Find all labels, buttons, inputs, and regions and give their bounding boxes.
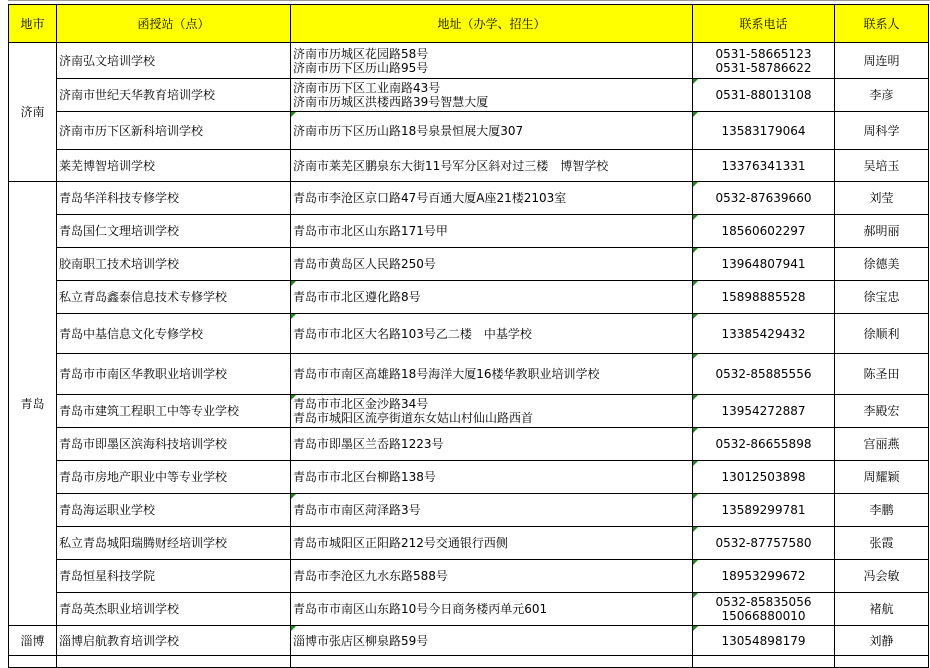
address-line: 青岛市城阳区流亭街道东女姑山村仙山路西首 <box>293 411 534 425</box>
phone-cell <box>693 182 835 215</box>
station-cell: 青岛恒星科技学院 <box>57 560 291 593</box>
phone-cell <box>693 593 835 626</box>
comment-marker <box>693 593 698 598</box>
comment-marker <box>291 314 296 319</box>
empty-cell <box>57 656 291 668</box>
table-row <box>9 314 929 354</box>
header-phone: 联系电话 <box>693 5 835 43</box>
address-cell <box>291 428 693 461</box>
city-cell: 青岛 <box>9 182 57 626</box>
phone-number: 0531-58786622 <box>715 60 812 75</box>
station-cell: 青岛市房地产职业中等专业学校 <box>57 461 291 494</box>
comment-marker <box>291 626 296 631</box>
phone-cell <box>693 215 835 248</box>
table-row <box>9 150 929 182</box>
table-row <box>9 248 929 281</box>
contact-cell: 李鹏 <box>835 494 929 527</box>
address-line: 济南市历下区工业南路43号 <box>293 81 441 95</box>
phone-cell <box>693 248 835 281</box>
header-row <box>9 5 929 43</box>
comment-marker <box>693 395 698 400</box>
table-row <box>9 215 929 248</box>
contact-cell: 徐德美 <box>835 248 929 281</box>
phone-cell <box>693 79 835 112</box>
address-cell <box>291 150 693 182</box>
table-row <box>9 354 929 395</box>
station-cell: 莱芜博智培训学校 <box>57 150 291 182</box>
station-cell: 私立青岛鑫泰信息技术专修学校 <box>57 281 291 314</box>
phone-cell <box>693 626 835 656</box>
address-cell <box>291 354 693 395</box>
phone-cell <box>693 395 835 428</box>
phone-cell <box>693 354 835 395</box>
table-row <box>9 527 929 560</box>
comment-marker <box>693 248 698 253</box>
table-row <box>9 79 929 112</box>
phone-number: 0532-86655898 <box>715 437 812 451</box>
phone-number: 13964807941 <box>721 257 806 271</box>
comment-marker <box>291 281 296 286</box>
phone-number: 13012503898 <box>721 470 806 484</box>
station-cell: 济南市世纪天华教育培训学校 <box>57 79 291 112</box>
phone-number: 13054898179 <box>721 633 806 648</box>
comment-marker <box>693 494 698 499</box>
address-cell <box>291 314 693 354</box>
table-body <box>9 43 929 668</box>
contact-cell: 徐宝忠 <box>835 281 929 314</box>
contact-table <box>8 4 929 668</box>
address-line: 济南市莱芜区鹏泉东大街11号军分区斜对过三楼 博智学校 <box>293 158 609 173</box>
comment-marker <box>693 461 698 466</box>
comment-marker <box>693 281 698 286</box>
table-row <box>9 461 929 494</box>
contact-cell: 宫丽燕 <box>835 428 929 461</box>
phone-cell <box>693 461 835 494</box>
station-cell: 胶南职工技术培训学校 <box>57 248 291 281</box>
phone-cell <box>693 150 835 182</box>
station-cell: 私立青岛城阳瑞腾财经培训学校 <box>57 527 291 560</box>
comment-marker <box>693 79 698 84</box>
station-cell: 青岛英杰职业培训学校 <box>57 593 291 626</box>
address-cell <box>291 43 693 79</box>
address-line: 青岛市市南区菏泽路3号 <box>293 503 421 517</box>
table-row <box>9 281 929 314</box>
comment-marker <box>693 626 698 631</box>
comment-marker <box>693 428 698 433</box>
contact-cell: 徐顺利 <box>835 314 929 354</box>
address-cell <box>291 494 693 527</box>
comment-marker <box>291 494 296 499</box>
table-row <box>9 593 929 626</box>
table-row <box>9 494 929 527</box>
phone-cell <box>693 560 835 593</box>
address-cell <box>291 626 693 656</box>
address-cell <box>291 527 693 560</box>
comment-marker <box>693 354 698 359</box>
contact-cell: 吴培玉 <box>835 150 929 182</box>
station-cell: 济南市历下区新科培训学校 <box>57 112 291 150</box>
address-cell <box>291 461 693 494</box>
address-line: 青岛市市北区大名路103号乙二楼 中基学校 <box>293 326 532 341</box>
contact-cell: 周耀颖 <box>835 461 929 494</box>
top-border-line <box>8 0 930 1</box>
city-cell: 济南 <box>9 43 57 182</box>
phone-cell <box>693 428 835 461</box>
comment-marker <box>693 527 698 532</box>
empty-cell <box>9 656 57 668</box>
header-contact: 联系人 <box>835 5 929 43</box>
address-line: 济南市历城区花园路58号 <box>293 46 429 61</box>
address-line: 济南市历下区历山路18号泉景恒展大厦307 <box>293 123 524 138</box>
phone-cell <box>693 527 835 560</box>
contact-cell: 刘莹 <box>835 182 929 215</box>
address-cell <box>291 79 693 112</box>
table-row <box>9 112 929 150</box>
station-cell: 淄博启航教育培训学校 <box>57 626 291 656</box>
contact-cell: 郝明丽 <box>835 215 929 248</box>
address-line: 青岛市城阳区正阳路212号交通银行西侧 <box>293 536 508 550</box>
empty-cell <box>693 656 835 668</box>
station-cell: 济南弘文培训学校 <box>57 43 291 79</box>
comment-marker <box>693 215 698 220</box>
table-row <box>9 395 929 428</box>
phone-cell <box>693 314 835 354</box>
phone-number: 15898885528 <box>721 290 806 304</box>
contact-cell: 周科学 <box>835 112 929 150</box>
table-row <box>9 560 929 593</box>
comment-marker <box>693 560 698 565</box>
station-cell: 青岛国仁文理培训学校 <box>57 215 291 248</box>
address-line: 青岛市市北区台柳路138号 <box>293 470 436 484</box>
phone-number: 13954272887 <box>721 404 806 418</box>
phone-number: 0532-87757580 <box>715 536 812 550</box>
station-cell: 青岛中基信息文化专修学校 <box>57 314 291 354</box>
table-row <box>9 428 929 461</box>
address-line: 青岛市市北区山东路171号甲 <box>293 224 448 238</box>
station-cell: 青岛市建筑工程职工中等专业学校 <box>57 395 291 428</box>
address-cell <box>291 395 693 428</box>
address-line: 青岛市黄岛区人民路250号 <box>293 257 436 271</box>
address-line: 淄博市张店区柳泉路59号 <box>293 633 429 648</box>
empty-cell <box>291 656 693 668</box>
header-station: 函授站（点） <box>57 5 291 43</box>
contact-cell: 陈圣田 <box>835 354 929 395</box>
table-row <box>9 656 929 668</box>
phone-cell <box>693 43 835 79</box>
phone-number: 0531-88013108 <box>715 88 812 102</box>
contact-cell: 周连明 <box>835 43 929 79</box>
phone-number: 18560602297 <box>721 224 806 238</box>
station-cell: 青岛华洋科技专修学校 <box>57 182 291 215</box>
contact-cell: 刘静 <box>835 626 929 656</box>
address-line: 青岛市市南区山东路10号今日商务楼丙单元601 <box>293 602 548 616</box>
address-cell <box>291 593 693 626</box>
phone-number: 0532-85885556 <box>715 367 812 381</box>
address-cell <box>291 215 693 248</box>
address-line: 青岛市即墨区兰岙路1223号 <box>293 437 444 451</box>
phone-number: 0531-58665123 <box>715 46 812 61</box>
phone-number: 0532-85835056 <box>715 595 812 609</box>
empty-cell <box>835 656 929 668</box>
phone-number: 15066880010 <box>721 609 806 623</box>
comment-marker <box>291 395 296 400</box>
comment-marker <box>291 112 296 117</box>
station-cell: 青岛海运职业学校 <box>57 494 291 527</box>
address-line: 青岛市市北区遵化路8号 <box>293 290 421 304</box>
address-line: 济南市历下区历山路95号 <box>293 60 429 75</box>
comment-marker <box>693 182 698 187</box>
address-cell <box>291 560 693 593</box>
table-row <box>9 43 929 79</box>
phone-number: 13589299781 <box>721 503 806 517</box>
table-row <box>9 626 929 656</box>
contact-cell: 张霞 <box>835 527 929 560</box>
contact-cell: 李殿宏 <box>835 395 929 428</box>
phone-number: 0532-87639660 <box>715 191 812 205</box>
comment-marker <box>693 314 698 319</box>
phone-cell <box>693 281 835 314</box>
address-line: 青岛市李沧区京口路47号百通大厦A座21楼2103室 <box>293 191 567 205</box>
header-address: 地址（办学、招生） <box>291 5 693 43</box>
address-line: 青岛市市北区金沙路34号 <box>293 397 429 411</box>
phone-cell <box>693 494 835 527</box>
contact-cell: 褚航 <box>835 593 929 626</box>
station-cell: 青岛市市南区华教职业培训学校 <box>57 354 291 395</box>
phone-cell <box>693 112 835 150</box>
address-line: 青岛市市南区高雄路18号海洋大厦16楼华教职业培训学校 <box>293 367 600 381</box>
address-line: 青岛市李沧区九水东路588号 <box>293 569 448 583</box>
address-cell <box>291 112 693 150</box>
address-cell <box>291 182 693 215</box>
address-cell <box>291 248 693 281</box>
address-line: 济南市历城区洪楼西路39号智慧大厦 <box>293 95 489 109</box>
phone-number: 18953299672 <box>721 569 806 583</box>
contact-cell: 李彦 <box>835 79 929 112</box>
phone-number: 13385429432 <box>721 326 806 341</box>
city-cell: 淄博 <box>9 626 57 656</box>
station-cell: 青岛市即墨区滨海科技培训学校 <box>57 428 291 461</box>
address-cell <box>291 281 693 314</box>
comment-marker <box>693 112 698 117</box>
header-city: 地市 <box>9 5 57 43</box>
phone-number: 13376341331 <box>721 158 806 173</box>
table-row <box>9 182 929 215</box>
phone-number: 13583179064 <box>721 123 806 138</box>
contact-cell: 冯会敏 <box>835 560 929 593</box>
